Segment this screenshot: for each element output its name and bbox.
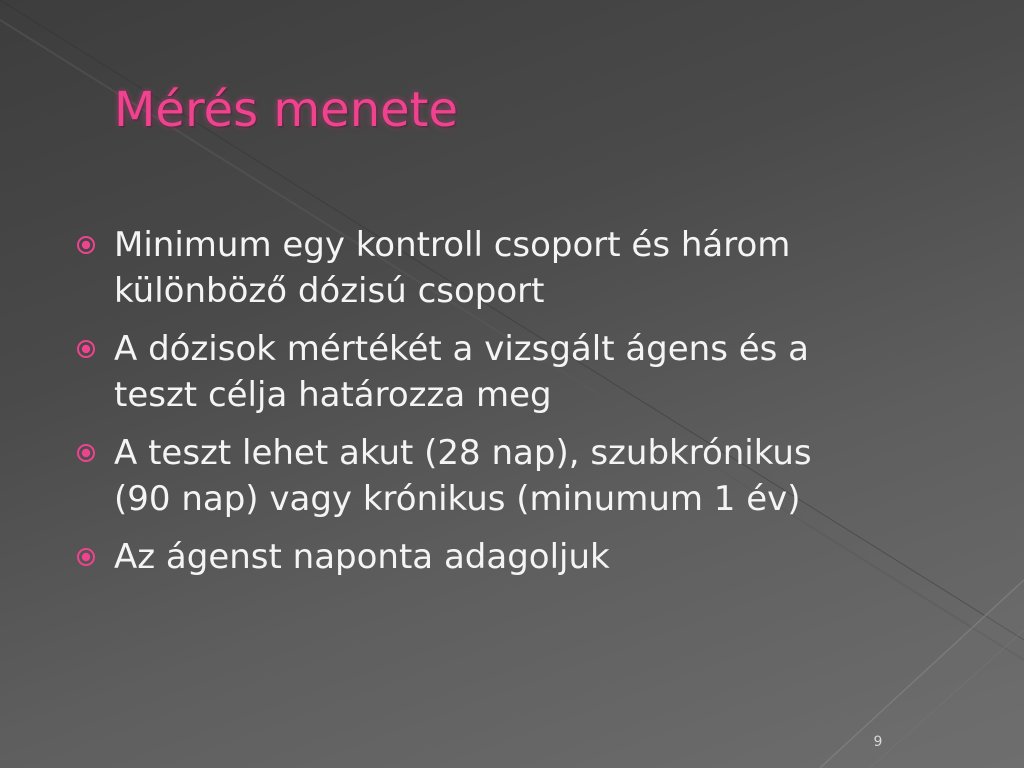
bullet-item [74,222,954,314]
bullet-text: Minimum egy kontroll csoport és három [114,225,791,265]
bullet-text: A dózisok mértékét a vizsgált ágens és a [114,329,810,369]
bullet-item [74,326,954,418]
bullet-item [74,534,954,580]
page-number: 9 [873,734,883,750]
bullet-item [74,430,954,522]
bullet-text: A teszt lehet akut (28 nap), szubkrónikus [114,433,812,473]
radio-target-icon [76,339,96,359]
radio-target-icon [76,547,96,567]
slide-title: Mérés menete [114,82,459,138]
radio-target-icon [76,235,96,255]
bullet-text: (90 nap) vagy krónikus (minumum 1 év) [114,479,801,519]
bullet-list [74,222,954,592]
bullet-text: különböző dózisú csoport [114,271,545,311]
radio-target-icon [76,443,96,463]
bullet-text: teszt célja határozza meg [114,375,552,415]
bullet-text: Az ágenst naponta adagoljuk [114,537,610,577]
